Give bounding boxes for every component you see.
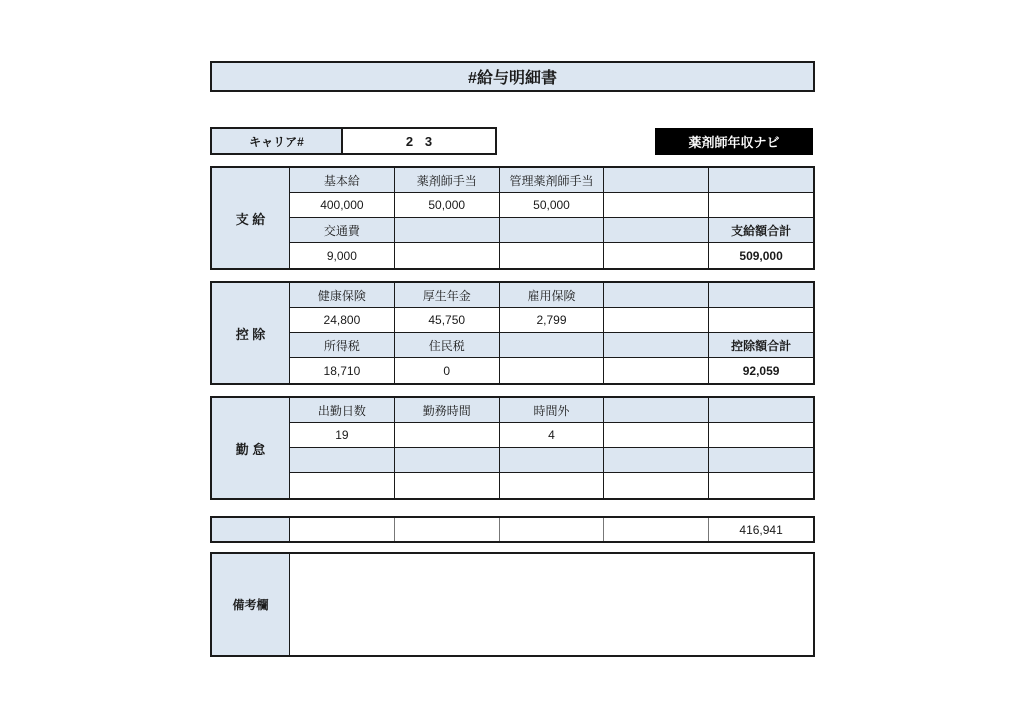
value-cell [500,473,605,498]
total-payment-value: 509,000 [739,248,783,263]
col-header-cell [709,448,813,473]
col-header-cell [604,398,709,423]
col-header-cell: 薬剤師手当 [395,168,500,193]
col-header-cell [604,283,709,308]
value-cell [604,518,709,541]
value-cell: 400,000 [290,193,395,218]
value-cell: 45,750 [395,308,500,333]
value-cell [604,243,709,268]
col-header-cell [395,448,500,473]
remarks-section [210,552,815,657]
value-cell [709,423,813,448]
col-header-cell: 所得税 [290,333,395,358]
table-row [290,243,813,268]
value-cell: 0 [395,358,500,383]
value-cell [604,358,709,383]
payslip-title: #給与明細書 [210,61,815,92]
career-number-label: キャリア# [210,127,343,155]
remarks-content [290,554,813,655]
col-header-cell [604,218,709,243]
value-cell [604,473,709,498]
col-header-cell [500,333,605,358]
payment-grid [290,168,813,268]
value-cell [500,358,605,383]
total-payment-label: 支給額合計 [709,218,813,243]
value-cell [500,518,605,541]
net-pay-value: 416,941 [739,522,783,537]
value-cell [604,308,709,333]
deduction-section-label: 控 除 [212,283,290,383]
table-row [290,193,813,218]
col-header-cell [604,168,709,193]
value-cell: 4 [500,423,605,448]
career-number-value: 23 [341,127,497,155]
attendance-section [210,396,815,500]
col-header-cell [709,398,813,423]
col-header-cell [604,333,709,358]
value-cell [395,473,500,498]
table-row [290,283,813,308]
total-deduction-label: 控除額合計 [709,333,813,358]
col-header-cell: 時間外 [500,398,605,423]
value-cell [290,518,395,541]
table-row [290,448,813,473]
value-cell: 50,000 [500,193,605,218]
col-header-cell: 管理薬剤師手当 [500,168,605,193]
col-header-cell [500,448,605,473]
value-cell [604,423,709,448]
col-header-cell: 住民税 [395,333,500,358]
total-deduction-value: 92,059 [742,363,780,378]
net-row-label-cell [212,518,290,541]
col-header-cell [709,168,813,193]
col-header-cell: 基本給 [290,168,395,193]
value-cell [709,473,813,498]
payment-section [210,166,815,270]
attendance-section-label: 勤 怠 [212,398,290,498]
col-header-cell [395,218,500,243]
remarks-label: 備考欄 [212,554,290,655]
col-header-cell: 雇用保険 [500,283,605,308]
table-row [290,398,813,423]
table-row [290,423,813,448]
col-header-cell: 厚生年金 [395,283,500,308]
col-header-cell [604,448,709,473]
table-row [290,308,813,333]
payment-section-label: 支 給 [212,168,290,268]
value-cell [395,423,500,448]
value-cell [709,308,813,333]
col-header-cell: 健康保険 [290,283,395,308]
table-row [290,358,813,383]
col-header-cell [290,448,395,473]
value-cell: 19 [290,423,395,448]
value-cell [709,193,813,218]
value-cell [500,243,605,268]
net-pay-row [210,516,815,543]
value-cell: 2,799 [500,308,605,333]
value-cell [395,518,500,541]
value-cell: 9,000 [290,243,395,268]
value-cell [604,193,709,218]
value-cell [290,473,395,498]
col-header-cell: 交通費 [290,218,395,243]
col-header-cell [500,218,605,243]
value-cell: 18,710 [290,358,395,383]
table-row [290,333,813,358]
col-header-cell: 出勤日数 [290,398,395,423]
value-cell: 24,800 [290,308,395,333]
table-row [290,168,813,193]
table-row [290,473,813,498]
attendance-grid [290,398,813,498]
col-header-cell: 勤務時間 [395,398,500,423]
value-cell: 50,000 [395,193,500,218]
site-badge: 薬剤師年収ナビ [655,128,813,155]
value-cell [395,243,500,268]
deduction-grid [290,283,813,383]
deduction-section [210,281,815,385]
col-header-cell [709,283,813,308]
table-row [290,218,813,243]
